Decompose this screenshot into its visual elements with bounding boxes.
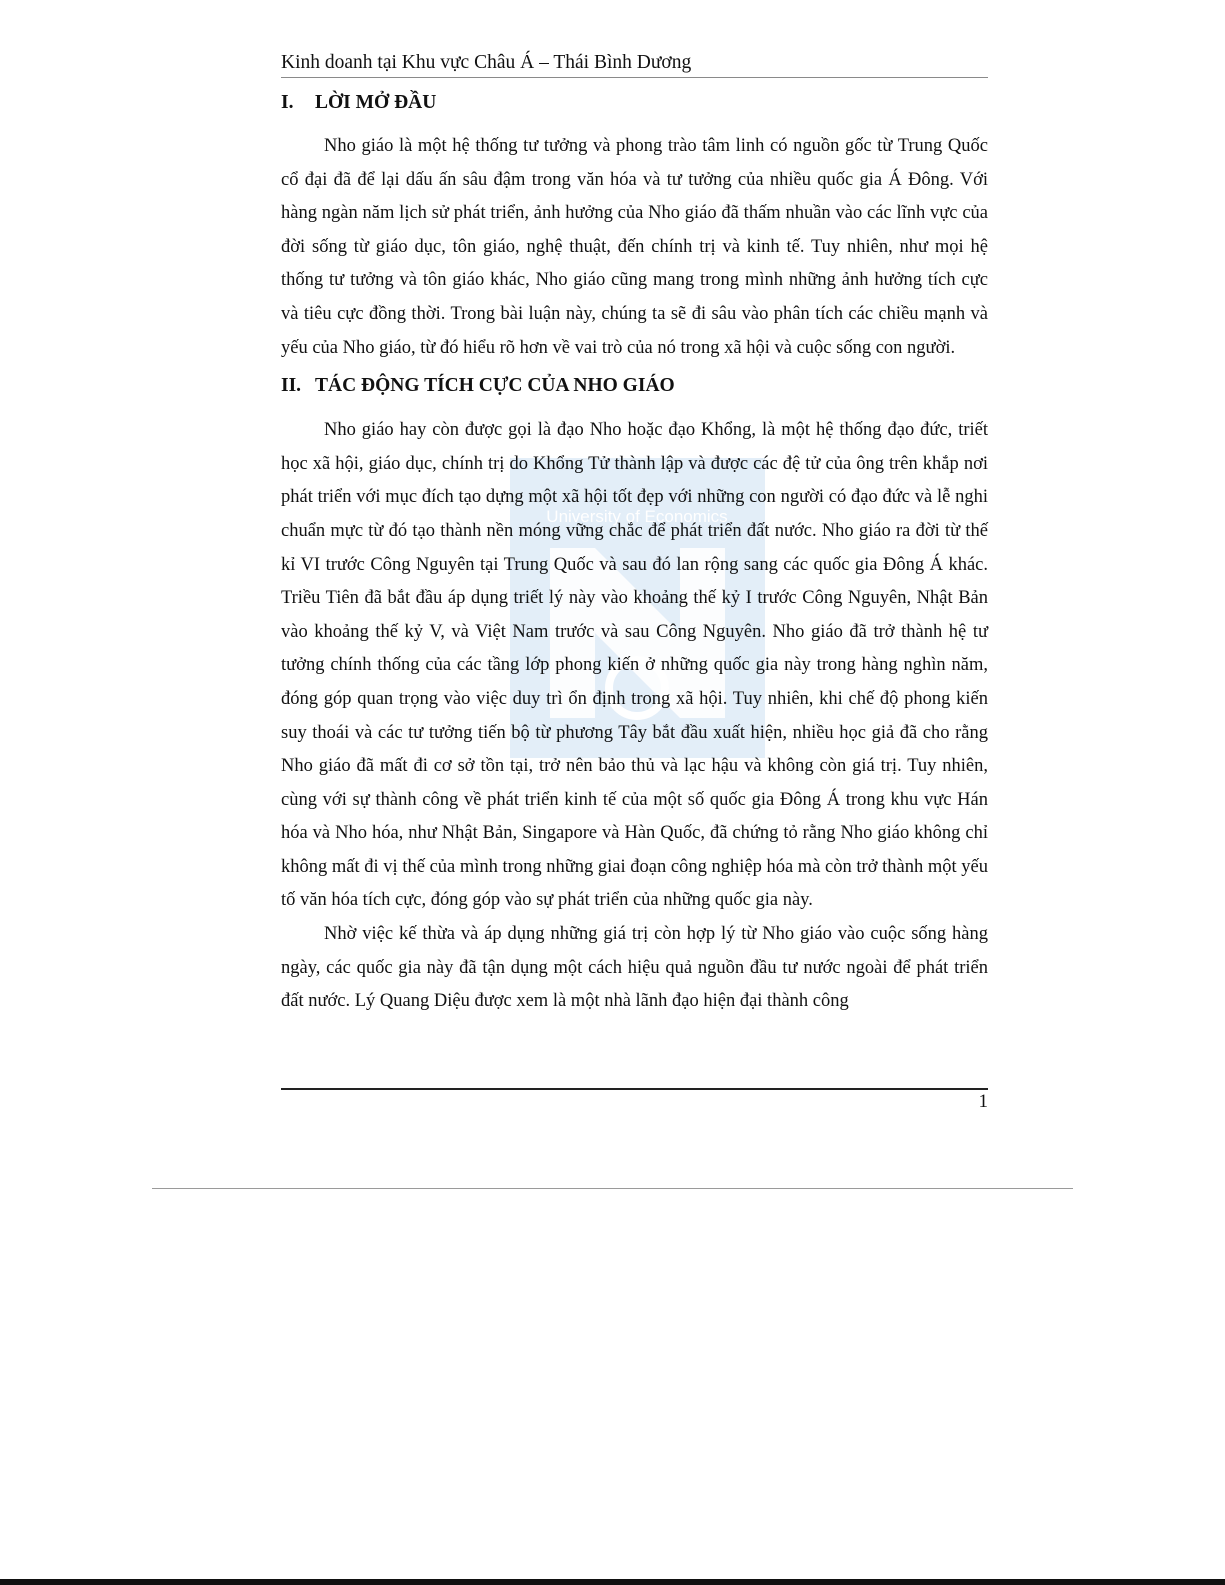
section-title: TÁC ĐỘNG TÍCH CỰC CỦA NHO GIÁO [315,375,675,397]
section-heading-positive-impact [281,369,988,403]
watermark-text: University of Economics [546,507,728,526]
bottom-edge-bar [0,1579,1225,1585]
section-number: I. [281,92,294,113]
section-number: II. [281,375,302,397]
running-header: Kinh doanh tại Khu vực Châu Á – Thái Bình Dương [281,50,988,78]
paragraph: Nho giáo hay còn được gọi là đạo Nho hoặc đạo Khổng, là một hệ thống đạo đức, triết học xã hội, giáo dục, chính trị do Khổng Tử thành lập và được các đệ tử của ông trên khắp nơi phát triển với mục đích tạo dựng một xã hội tốt đẹp với những con người có đạo đức và lễ nghi chuẩn mực từ đó tạo thành nền móng vững chắc để phát triển đất nước. Nho giáo ra đời từ thế kỉ VI trước Công Nguyên tại Trung Quốc và sau đó lan rộng sang các quốc gia Đông Á khác. Triều Tiên đã bắt đầu áp dụng triết lý này vào khoảng thế kỷ I trước Công Nguyên, Nhật Bản vào khoảng thế kỷ V, và Việt Nam trước và sau Công Nguyên. Nho giáo đã trở thành hệ tư tưởng chính thống của các tầng lớp phong kiến ở những quốc gia này trong hàng nghìn năm, đóng góp quan trọng vào việc duy trì ổn định trong xã hội. Tuy nhiên, khi chế độ phong kiến suy thoái và các tư tưởng tiến bộ từ phương Tây bắt đầu xuất hiện, nhiều học giả đã cho rằng Nho giáo đã mất đi cơ sở tồn tại, trở nên bảo thủ và lạc hậu và không còn giá trị. Tuy nhiên, cùng với sự thành công về phát triển kinh tế của một số quốc gia Đông Á trong khu vực Hán hóa và Nho hóa, như Nhật Bản, Singapore và Hàn Quốc, đã chứng tỏ rằng Nho giáo không chỉ không mất đi vị thế của mình trong những giai đoạn công nghiệp hóa mà còn trở thành một yếu tố văn hóa tích cực, đóng góp vào sự phát triển của những quốc gia này. [281,420,988,911]
document-body [281,86,988,1019]
paragraph: Nhờ việc kế thừa và áp dụng những giá trị còn hợp lý từ Nho giáo vào cuộc sống hàng ngày, các quốc gia này đã tận dụng một cách hiệu quả nguồn đầu tư nước ngoài để phát triển đất nước. Lý Quang Diệu được xem là một nhà lãnh đạo hiện đại thành công [281,924,988,1012]
page-number: 1 [978,1091,988,1112]
section-heading-introduction [281,86,988,120]
section-title: LỜI MỞ ĐẦU [315,92,437,113]
paragraph: Nho giáo là một hệ thống tư tưởng và phong trào tâm linh có nguồn gốc từ Trung Quốc cổ đại đã để lại dấu ấn sâu đậm trong văn hóa và tư tưởng của nhiều quốc gia Á Đông. Với hàng ngàn năm lịch sử phát triển, ảnh hưởng của Nho giáo đã thấm nhuần vào các lĩnh vực của đời sống từ giáo dục, tôn giáo, nghệ thuật, đến chính trị và kinh tế. Tuy nhiên, như mọi hệ thống tư tưởng và tôn giáo khác, Nho giáo cũng mang trong mình những ảnh hưởng tích cực và tiêu cực đồng thời. Trong bài luận này, chúng ta sẽ đi sâu vào phân tích các chiều mạnh và yếu của Nho giáo, từ đó hiểu rõ hơn về vai trò của nó trong xã hội và cuộc sống con người. [281,136,988,358]
page-separator [152,1188,1073,1189]
